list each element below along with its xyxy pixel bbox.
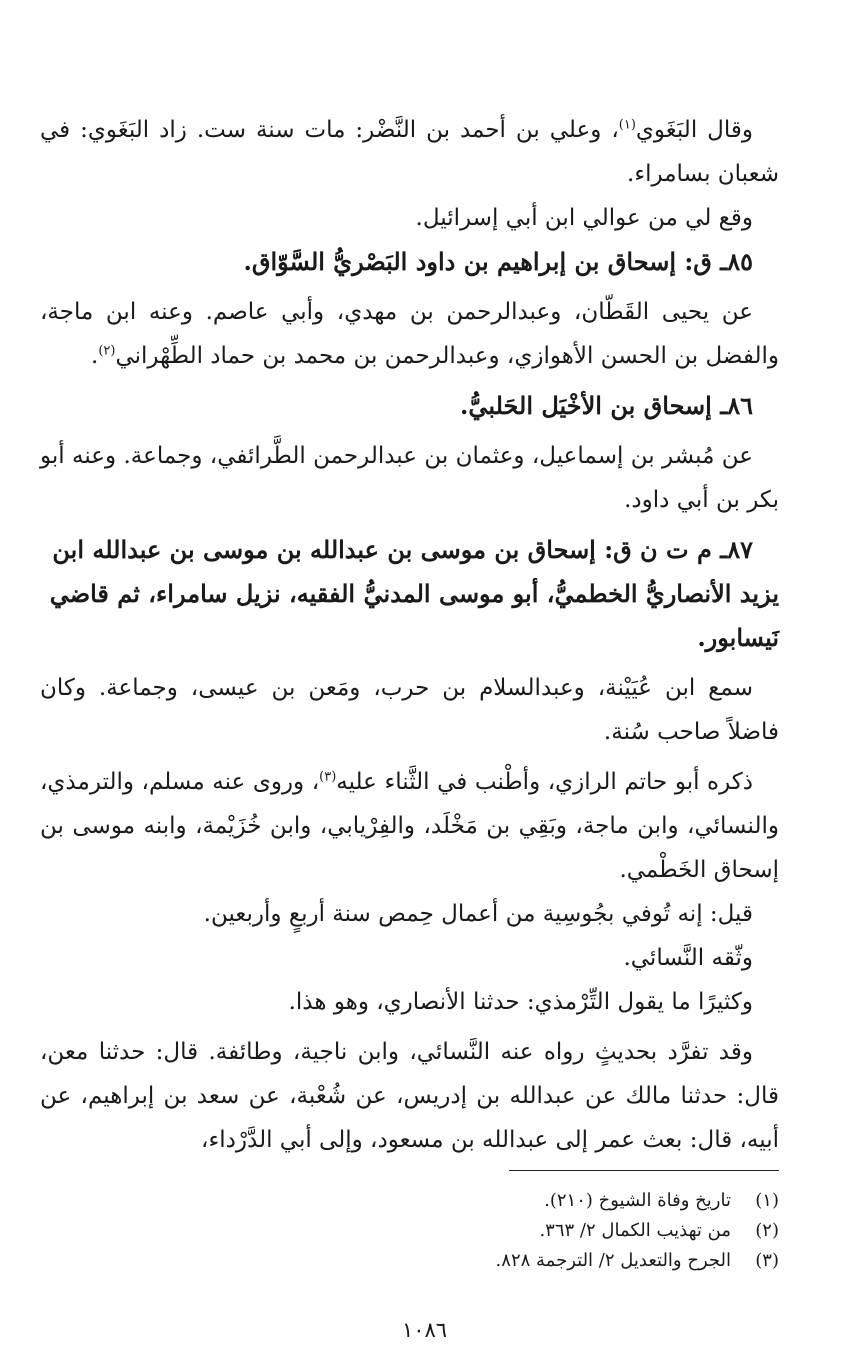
footnote-number: (١) <box>755 1190 779 1211</box>
text-run: ذكره أبو حاتم الرازي، وأطْنب في الثَّناء عليه <box>336 769 753 795</box>
text-run: ، وروى عنه مسلم، والترمذي، والنسائي، وابن ماجة، وبَقِي بن مَخْلَد، والفِرْيابي، وابن خُزَيْمة، وابنه موسى بن إسحاق الخَطْمي. <box>40 769 779 883</box>
paragraph <box>40 892 779 936</box>
entry-heading <box>40 528 779 660</box>
text-run: سمع ابن عُيَيْنة، وعبدالسلام بن حرب، ومَعن بن عيسى، وجماعة. وكان فاضلاً صاحب سُنة. <box>40 675 779 745</box>
entry-heading <box>40 240 779 284</box>
text-run: عن مُبشر بن إسماعيل، وعثمان بن عبدالرحمن الطَّرائفي، وجماعة. وعنه أبو بكر بن أبي داود. <box>40 443 779 513</box>
paragraph <box>40 666 779 754</box>
paragraph <box>40 290 779 378</box>
footnote-ref: (١) <box>618 117 636 133</box>
text-run: عن يحيى القَطّان، وعبدالرحمن بن مهدي، وأبي عاصم. وعنه ابن ماجة، والفضل بن الحسن الأهوازي، وعبدالرحمن بن محمد بن حماد الطِّهْراني <box>40 299 779 369</box>
footnote-1 <box>40 1186 779 1216</box>
footnote-ref: (٢) <box>98 343 116 359</box>
entry-heading <box>40 384 779 428</box>
footnote-2 <box>40 1216 779 1246</box>
footnote-divider <box>509 1170 779 1171</box>
text-run: وثّقه النَّسائي. <box>623 945 753 971</box>
footnote-number: (٢) <box>755 1220 779 1241</box>
paragraph <box>40 108 779 196</box>
text-run: وكثيرًا ما يقول التِّرْمذي: حدثنا الأنصاري، وهو هذا. <box>288 989 753 1015</box>
footnote-3 <box>40 1246 779 1276</box>
footnote-text: الجرح والتعديل ٢/ الترجمة ٨٢٨. <box>495 1250 731 1271</box>
paragraph <box>40 980 779 1024</box>
text-run: . <box>91 343 99 369</box>
page-body <box>40 108 779 1162</box>
footnote-text: تاريخ وفاة الشيوخ (٢١٠). <box>544 1190 731 1211</box>
text-run: وقال البَغَوي <box>635 117 753 143</box>
footnote-number: (٣) <box>755 1250 779 1271</box>
text-run: ، وعلي بن أحمد بن النَّضْر: مات سنة ست. زاد البَغَوي: في شعبان بسامراء. <box>40 117 779 187</box>
paragraph <box>40 936 779 980</box>
page-number: ١٠٨٦ <box>401 1318 448 1342</box>
text-run: ٨٦ـ إسحاق بن الأخْيَل الحَلبيُّ. <box>459 391 753 420</box>
text-run: وقد تفرَّد بحديثٍ رواه عنه النَّسائي، وابن ناجية، وطائفة. قال: حدثنا معن، قال: حدثنا مالك عن عبدالله بن إدريس، عن شُعْبة، عن سعد بن إبراهيم، عن أبيه، قال: بعث عمر إلى عبدالله بن مسعود، وإلى أبي الدَّرْداء، <box>40 1039 779 1153</box>
text-run: ٨٧ـ م ت ن ق: إسحاق بن موسى بن عبدالله بن موسى بن عبدالله ابن يزيد الأنصاريُّ الخطميُّ، أبو موسى المدنيُّ الفقيه، نزيل سامراء، ثم قاضي نَيسابور. <box>49 535 779 652</box>
paragraph <box>40 1030 779 1162</box>
footnote-ref: (٣) <box>319 769 337 785</box>
text-run: قيل: إنه تُوفي بجُوسِية من أعمال حِمص سنة أربعٍ وأربعين. <box>203 901 753 927</box>
footnote-text: من تهذيب الكمال ٢/ ٣٦٣. <box>539 1220 731 1241</box>
text-run: وقع لي من عوالي ابن أبي إسرائيل. <box>415 205 753 231</box>
paragraph <box>40 434 779 522</box>
footnotes <box>40 1186 779 1276</box>
text-run: ٨٥ـ ق: إسحاق بن إبراهيم بن داود البَصْريُّ السَّوّاق. <box>243 247 753 276</box>
paragraph <box>40 196 779 240</box>
paragraph <box>40 760 779 892</box>
